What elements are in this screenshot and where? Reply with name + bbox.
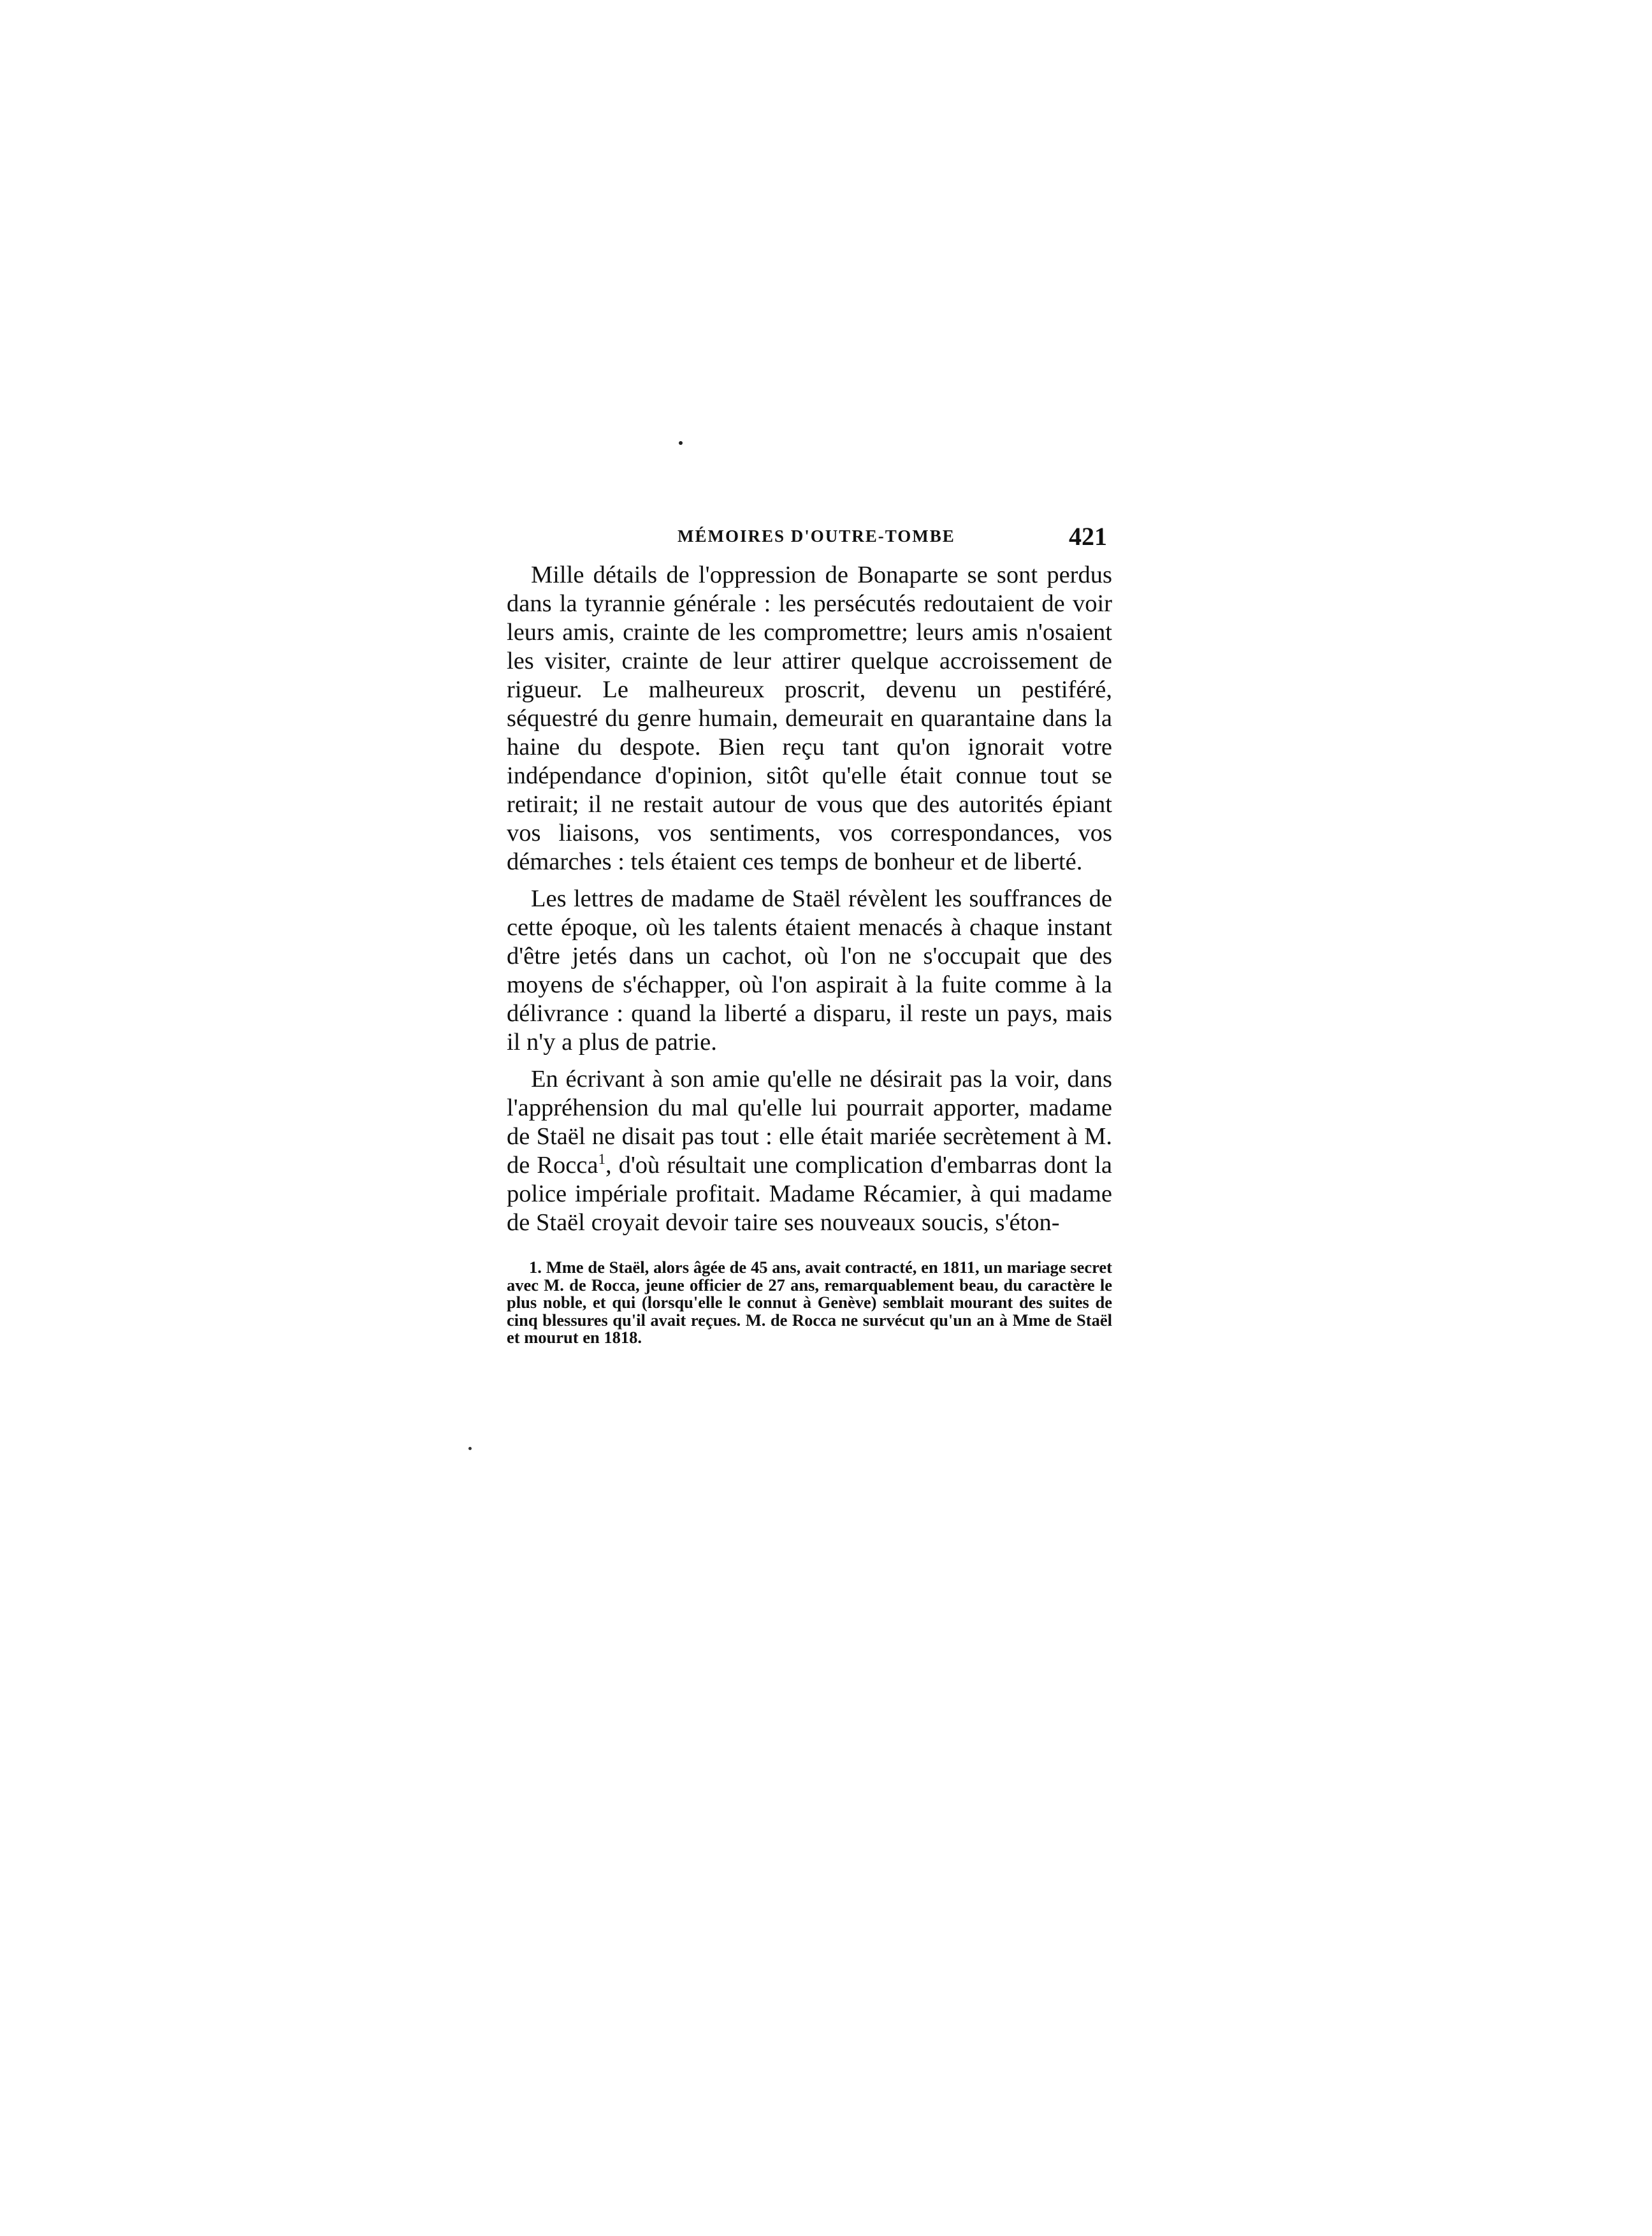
footnote: [507, 1259, 1112, 1347]
paragraph: [507, 1065, 1112, 1237]
footnotes: [507, 1259, 1112, 1347]
page-number: 421: [1069, 522, 1107, 551]
book-page: [507, 521, 1112, 1347]
ink-speck: [679, 441, 683, 445]
paragraph: Mille détails de l'oppression de Bonaparte se sont perdus dans la tyrannie générale : les persécutés redoutaient de voir leurs amis, crainte de les compromettre; leurs amis n'osaient les visiter, crainte de leur attirer quelque accroissement de rigueur. Le malheureux proscrit, devenu un pestiféré, séquestré du genre humain, demeurait en quarantaine dans la haine du despote. Bien reçu tant qu'on ignorait votre indépendance d'opinion, sitôt qu'elle était connue tout se retirait; il ne restait autour de vous que des autorités épiant vos liaisons, vos sentiments, vos correspondances, vos démarches : tels étaient ces temps de bonheur et de liberté.: [507, 562, 1112, 875]
paragraph-text: , d'où résultait une complication d'embarras dont la police impériale profitait. Madame Récamier, à qui madame de Staël croyait devoir taire ses nouveaux soucis, s'éton-: [507, 1152, 1112, 1236]
paragraph-text: En écrivant à son amie qu'elle ne désirait pas la voir, dans l'appréhension du mal qu'elle lui pourrait apporter, madame de Staël ne disait pas tout : elle était mariée secrètement à M. de Rocca: [507, 1066, 1112, 1179]
running-head: [507, 521, 1112, 560]
footnote-text: Mme de Staël, alors âgée de 45 ans, avait contracté, en 1811, un mariage secret avec M. de Rocca, jeune officier de 27 ans, remarquablement beau, du caractère le plus noble, et qui (lorsqu'elle le connut à Genève) semblait mourant des suites de cinq blessures qu'il avait reçues. M. de Rocca ne survécut qu'un an à Mme de Staël et mourut en 1818.: [507, 1258, 1113, 1347]
footnote-number: 1.: [529, 1258, 542, 1277]
running-title: MÉMOIRES D'OUTRE-TOMBE: [677, 526, 955, 546]
body-text: [507, 561, 1112, 1237]
paragraph: Les lettres de madame de Staël révèlent les souffrances de cette époque, où les talents étaient menacés à chaque instant d'être jetés dans un cachot, où l'on ne s'occupait que des moyens de s'échapper, où l'on aspirait à la fuite comme à la délivrance : quand la liberté a disparu, il reste un pays, mais il n'y a plus de patrie.: [507, 885, 1112, 1056]
ink-speck: [468, 1447, 472, 1450]
footnote-reference: 1: [598, 1151, 606, 1168]
